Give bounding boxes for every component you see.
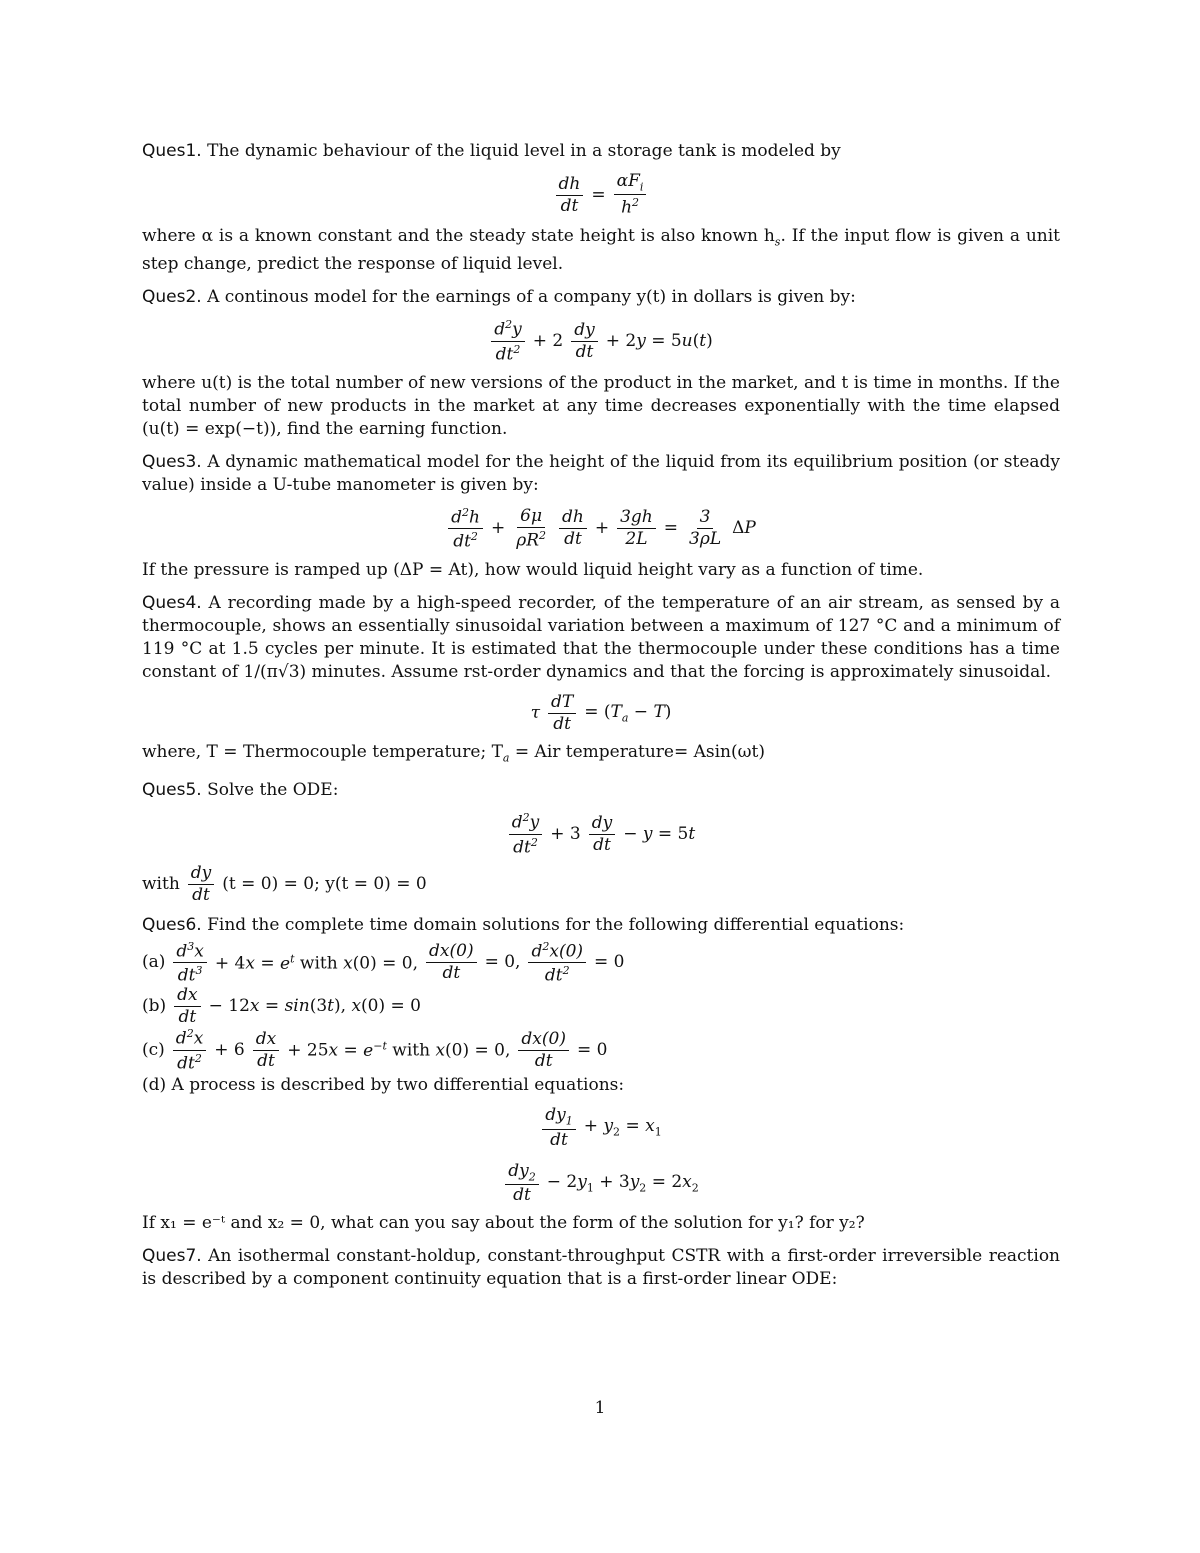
- question-4-label: Ques4.: [142, 593, 202, 614]
- equation-5: $\frac{d^2y}{dt^2}$ + 3 $\frac{dy}{dt}$ − y = 5t: [142, 812, 1060, 856]
- question-2: [142, 286, 1060, 309]
- question-1-text: The dynamic behaviour of the liquid level in a storage tank is modeled by: [207, 141, 841, 161]
- question-5: [142, 779, 1060, 802]
- document-page: [142, 140, 1060, 1301]
- question-5-conditions: with $\frac{dy}{dt}$ (t = 0) = 0; y(t = 0) = 0: [142, 862, 427, 905]
- question-4-sub: a: [502, 751, 510, 765]
- question-6c-label: (c): [142, 1039, 165, 1060]
- question-4-text: A recording made by a high-speed recorder, of the temperature of an air stream, as sensed by a thermocouple, shows an essentially sinusoidal variation between a maximum of 127 °C and a minimum of 119 °C at 1.5 cycles per minute. It is estimated that the thermocouple under these conditions has a time constant of 1/(π√3) minutes. Assume rst-order dynamics and that the forcing is approximately sinusoidal.: [142, 593, 1060, 683]
- question-6: [142, 914, 1060, 937]
- question-1-after-text-2: . If the input flow is given a unit step change, predict the response of liquid level.: [142, 226, 1060, 275]
- question-6-text: Find the complete time domain solutions for the following differential equations:: [207, 914, 905, 935]
- question-4: [142, 592, 1060, 684]
- question-6a: (a) $\frac{d^3x}{dt^3}$ + $4x = e^t$ with x(0) = 0, $\frac{dx(0)}{dt}$ = 0, $\frac{d^2x(0)}{dt^2}$ = 0: [142, 939, 625, 987]
- question-7-text: An isothermal constant-holdup, constant-throughput CSTR with a first-order irreversible reaction is described by a component continuity equation that is a first-order linear ODE:: [142, 1246, 1060, 1290]
- question-6c: (c) $\frac{d^2x}{dt^2}$ + 6 $\frac{dx}{dt}$ + $25x = e^{-t}$ with x(0) = 0, $\frac{dx(0)}{dt}$ = 0: [142, 1027, 608, 1074]
- question-6a-label: (a): [142, 952, 166, 973]
- question-6-continuation: If x₁ = e⁻ᵗ and x₂ = 0, what can you say about the form of the solution for y₁? for y₂?: [142, 1213, 865, 1234]
- question-4-after-text: where, T = Thermocouple temperature; T: [142, 742, 503, 763]
- equation-3: $\frac{d^2h}{dt^2}$ + $\frac{6\mu}{\rho R^2}$ $\frac{dh}{dt}$ + $\frac{3gh}{2L}$ = $\frac{3}{3\rho L}$ ΔP: [142, 507, 1060, 551]
- question-5-with: with: [142, 873, 180, 894]
- equation-2: $\frac{d^2y}{dt^2}$ + 2 $\frac{dy}{dt}$ + 2y = 5u(t): [142, 319, 1060, 363]
- question-4-continuation: [142, 741, 1060, 769]
- equation-6d-1: $\frac{dy_1}{dt}$ + $y_2 = x_1$: [142, 1107, 1060, 1148]
- question-2-label: Ques2.: [142, 287, 202, 308]
- question-2-continuation: where u(t) is the total number of new versions of the product in the market, and t is time in months. If the total number of new products in the market at any time decreases exponentially with the time elapsed (u(t) = exp(−t)), find the earning function.: [142, 372, 1060, 439]
- question-6d: (d) A process is described by two differential equations:: [142, 1075, 625, 1096]
- question-3-continuation: If the pressure is ramped up (ΔP = At), how would liquid height vary as a function of time.: [142, 560, 924, 581]
- equation-4: τ $\frac{dT}{dt}$ = $(T_a - T)$: [530, 692, 672, 735]
- question-5-text: Solve the ODE:: [207, 780, 339, 801]
- question-1-after-text: where α is a known constant and the steady state height is also known h: [142, 226, 775, 247]
- question-1: [142, 140, 1060, 163]
- question-5-cond: (t = 0) = 0; y(t = 0) = 0: [222, 873, 427, 894]
- question-1-continuation: [142, 225, 1060, 276]
- equation-6d-2: $\frac{dy_2}{dt}$ − $2y_1 + 3y_2 = 2x_2$: [142, 1163, 1060, 1204]
- question-3: [142, 451, 1060, 497]
- question-6b: (b) $\frac{dx}{dt}$ − 12x = sin(3t), x(0) = 0: [142, 985, 421, 1028]
- equation-1: $\frac{dh}{dt}$ = $\frac{\alpha F_i}{h^2}$: [142, 173, 1060, 217]
- question-1-label: Ques1.: [142, 141, 202, 161]
- question-7-label: Ques7.: [142, 1246, 202, 1267]
- question-3-text: A dynamic mathematical model for the height of the liquid from its equilibrium position (or steady value) inside a U-tube manometer is given by:: [142, 451, 1060, 495]
- question-5-label: Ques5.: [142, 780, 202, 801]
- page-number: 1: [594, 1398, 606, 1418]
- question-1-sub: s: [774, 235, 781, 249]
- question-7: [142, 1245, 1060, 1291]
- question-4-after-text-2: = Air temperature= Asin(ωt): [509, 742, 765, 763]
- question-6b-label: (b): [142, 996, 167, 1017]
- question-2-text: A continous model for the earnings of a company y(t) in dollars is given by:: [207, 287, 856, 308]
- question-3-label: Ques3.: [142, 451, 202, 472]
- question-6-label: Ques6.: [142, 914, 202, 935]
